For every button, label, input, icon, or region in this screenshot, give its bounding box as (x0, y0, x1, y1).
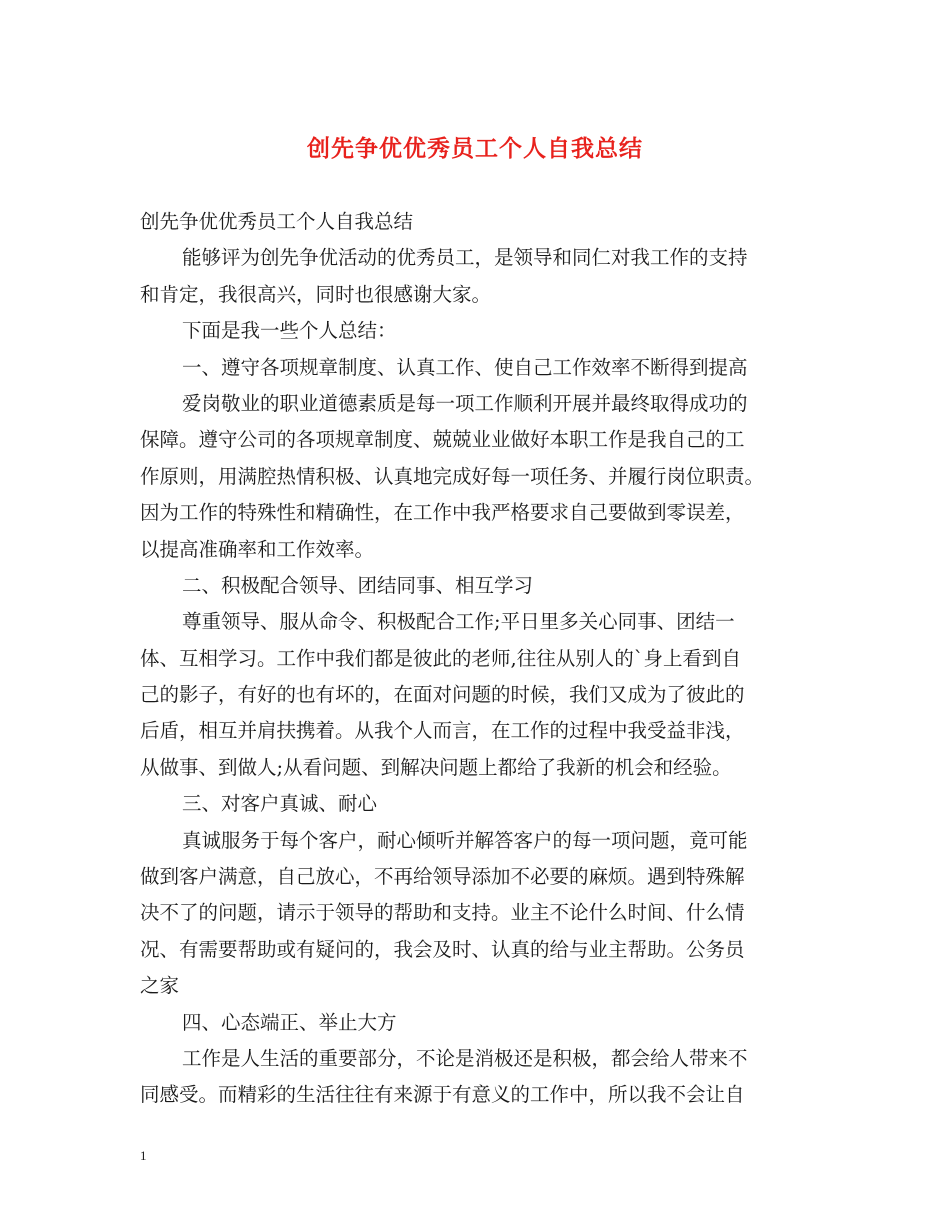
paragraph-line: 己的影子，有好的也有坏的，在面对问题的时候，我们又成为了彼此的 (140, 683, 745, 707)
document-title: 创先争优优秀员工个人自我总结 (307, 135, 643, 162)
paragraph-line: 二、积极配合领导、团结同事、相互学习 (182, 573, 534, 597)
paragraph-line: 况、有需要帮助或有疑问的，我会及时、认真的给与业主帮助。公务员 (140, 937, 745, 961)
paragraph-line: 做到客户满意，自己放心，不再给领导添加不必要的麻烦。遇到特殊解 (140, 865, 745, 889)
paragraph-line: 能够评为创先争优活动的优秀员工，是领导和同仁对我工作的支持 (182, 246, 748, 270)
paragraph-line: 体、互相学习。工作中我们都是彼此的老师,往往从别人的`身上看到自 (140, 646, 741, 670)
paragraph-line: 工作是人生活的重要部分，不论是消极还是积极，都会给人带来不 (182, 1046, 748, 1070)
paragraph-line: 尊重领导、服从命令、积极配合工作;平日里多关心同事、团结一 (182, 610, 735, 634)
paragraph-line: 同感受。而精彩的生活往往有来源于有意义的工作中，所以我不会让自 (140, 1083, 745, 1107)
document-body (140, 204, 816, 1114)
page-number: 1 (140, 1148, 147, 1163)
paragraph-line: 爱岗敬业的职业道德素质是每一项工作顺利开展并最终取得成功的 (182, 391, 748, 415)
paragraph-line: 因为工作的特殊性和精确性，在工作中我严格要求自己要做到零误差， (140, 501, 745, 525)
paragraph-line: 四、心态端正、举止大方 (182, 1010, 397, 1034)
paragraph-line: 从做事、到做人;从看问题、到解决问题上都给了我新的机会和经验。 (140, 755, 732, 779)
paragraph-line: 作原则，用满腔热情积极、认真地完成好每一项任务、并履行岗位职责。 (140, 464, 765, 488)
paragraph-line: 和肯定，我很高兴，同时也很感谢大家。 (140, 282, 492, 306)
paragraph-line: 一、遵守各项规章制度、认真工作、使自己工作效率不断得到提高 (182, 355, 748, 379)
paragraph-line: 下面是我一些个人总结： (182, 319, 397, 343)
paragraph-line: 以提高准确率和工作效率。 (140, 537, 375, 561)
paragraph-line: 之家 (140, 974, 180, 998)
paragraph-line: 保障。遵守公司的各项规章制度、兢兢业业做好本职工作是我自己的工 (140, 428, 745, 452)
paragraph-line: 真诚服务于每个客户，耐心倾听并解答客户的每一项问题，竟可能 (182, 828, 748, 852)
paragraph-line: 后盾，相互并肩扶携着。从我个人而言，在工作的过程中我受益非浅， (140, 719, 745, 743)
paragraph-line: 决不了的问题，请示于领导的帮助和支持。业主不论什么时间、什么情 (140, 901, 745, 925)
paragraph-line: 创先争优优秀员工个人自我总结 (140, 210, 414, 233)
paragraph-line: 三、对客户真诚、耐心 (182, 792, 378, 816)
